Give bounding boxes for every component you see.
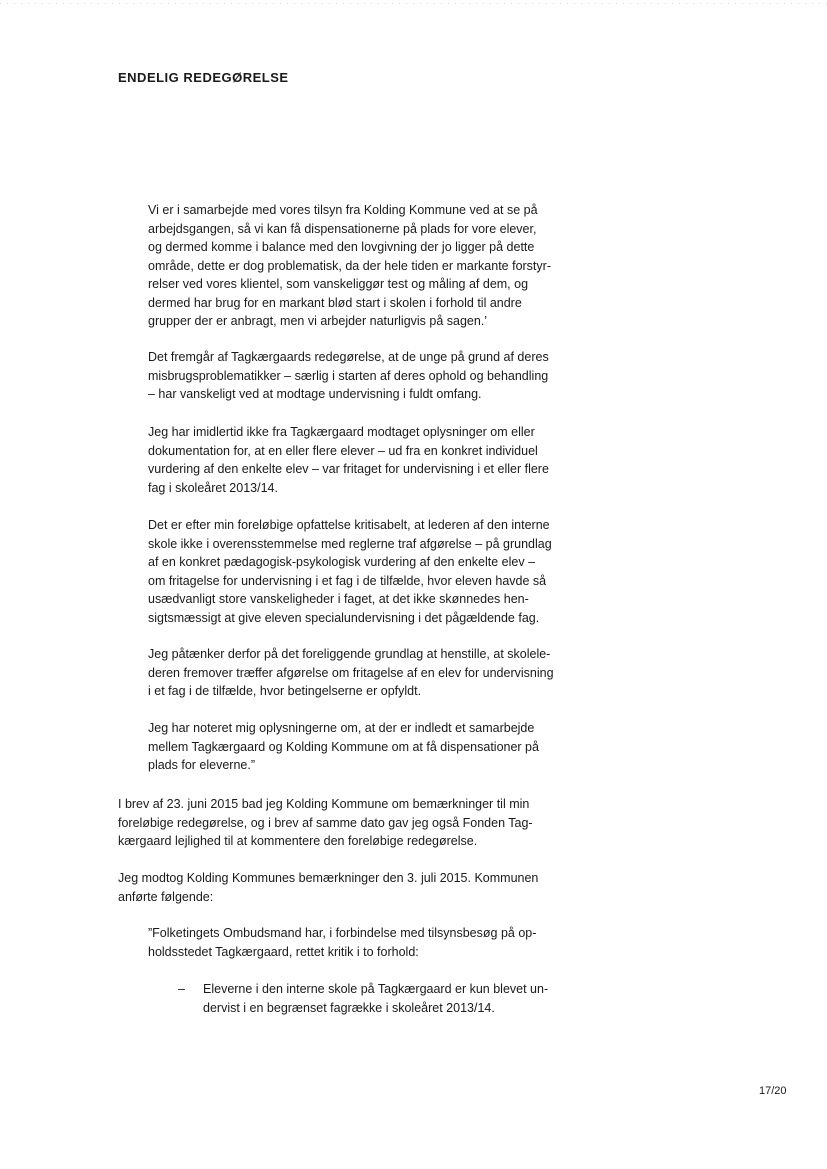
text-line: grupper der er anbragt, men vi arbejder naturligvis på sagen.’ [148,314,488,328]
bullet-marker: – [178,982,185,996]
text-line: Eleverne i den interne skole på Tagkærgaard er kun blevet un- [203,982,549,996]
text-line: dokumentation for, at en eller flere elever – ud fra en konkret individuel [148,443,538,458]
quote-paragraph [148,645,598,701]
text-line: Det fremgår af Tagkærgaards redegørelse, at de unge på grund af deres [148,350,549,364]
text-line: vurdering af den enkelte elev – var fritaget for undervisning i et eller flere [148,462,549,476]
text-line: relser ved vores klientel, som vanskeliggør test og måling af dem, og [148,277,529,291]
quote-paragraph [148,348,598,404]
scan-edge [0,3,827,4]
text-line: dervist i en begrænset fagrække i skoleåret 2013/14. [203,1000,495,1015]
text-line: om fritagelse for undervisning i et fag i de tilfælde, hvor eleven havde så [148,573,547,588]
text-line: arbejdsgangen, så vi kan få dispensationerne på plads for vore elever, [148,221,537,236]
quote-paragraph [148,516,598,627]
quote-paragraph [148,423,598,497]
body-paragraph [118,869,588,906]
text-line: Vi er i samarbejde med vores tilsyn fra Kolding Kommune ved at se på [148,203,538,217]
page-title: ENDELIG REDEGØRELSE [118,70,289,85]
text-line: ”Folketingets Ombudsmand har, i forbindelse med tilsynsbesøg på op- [148,926,537,940]
quote-paragraph [148,924,598,961]
text-line: Jeg påtænker derfor på det foreliggende grundlag at henstille, at skolele- [148,647,551,661]
body-paragraph [118,795,588,851]
page-number: 17/20 [759,1085,787,1097]
text-line: mellem Tagkærgaard og Kolding Kommune om at få dispensationer på [148,739,539,754]
text-line: – har vanskeligt ved at modtage undervisning i fuldt omfang. [148,387,482,401]
text-line: og dermed komme i balance med den lovgivning der jo ligger på dette [148,240,535,254]
text-line: misbrugsproblematikker – særlig i starten af deres ophold og behandling [148,368,549,383]
text-line: kærgaard lejlighed til at kommentere den foreløbige redegørelse. [118,834,478,848]
text-line: deren fremover træffer afgørelse om fritagelse af en elev for undervisning [148,665,554,680]
text-line: foreløbige redegørelse, og i brev af samme dato gav jeg også Fonden Tag- [118,815,533,830]
text-line: usædvanligt store vanskeligheder i faget, at det ikke skønnedes hen- [148,592,529,606]
text-line: Det er efter min foreløbige opfattelse kritisabelt, at lederen af den interne [148,518,550,532]
text-line: Jeg har imidlertid ikke fra Tagkærgaard modtaget oplysninger om eller [148,425,535,439]
quote-paragraph [148,719,598,775]
text-line: Jeg har noteret mig oplysningerne om, at der er indledt et samarbejde [148,721,535,735]
quote-paragraph [148,201,598,331]
text-line: anførte følgende: [118,889,214,904]
text-line: af en konkret pædagogisk-psykologisk vurdering af den enkelte elev – [148,555,536,569]
text-line: i et fag i de tilfælde, hvor betingelserne er opfyldt. [148,684,422,698]
text-line: skole ikke i overensstemmelse med reglerne traf afgørelse – på grundlag [148,536,552,551]
text-line: fag i skoleåret 2013/14. [148,480,278,495]
text-line: holdsstedet Tagkærgaard, rettet kritik i to forhold: [148,944,419,959]
bullet-item [203,980,603,1017]
text-line: I brev af 23. juni 2015 bad jeg Kolding Kommune om bemærkninger til min [118,797,530,811]
text-line: Jeg modtog Kolding Kommunes bemærkninger den 3. juli 2015. Kommunen [118,871,539,885]
text-line: område, dette er dog problematisk, da der hele tiden er markante forstyr- [148,258,551,273]
text-line: sigtsmæssigt at give eleven specialundervisning i det pågældende fag. [148,610,540,625]
text-line: dermed har brug for en markant blød start i skolen i forhold til andre [148,295,522,310]
text-line: plads for eleverne.” [148,758,256,772]
